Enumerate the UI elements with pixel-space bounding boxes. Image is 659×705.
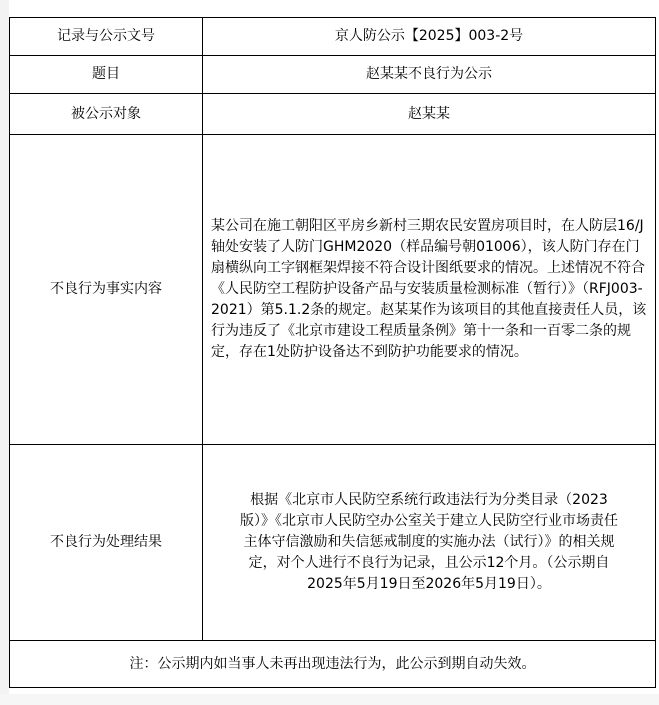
footer-note: 注：公示期内如当事人未再出现违法行为，此公示到期自动失效。 [10, 641, 656, 688]
document-number-value: 京人防公示【2025】003-2号 [203, 18, 656, 56]
title-value: 赵某某不良行为公示 [203, 56, 656, 94]
subject-label: 被公示对象 [10, 94, 203, 135]
table-row-result [10, 445, 656, 641]
facts-text: 某公司在施工朝阳区平房乡新村三期农民安置房项目时，在人防层16/J轴处安装了人防门GHM2020（样品编号朝01006），该人防门存在门扇横纵向工字钢框架焊接不符合设计图纸要求的情况。上述情况不符合《人民防空工程防护设备产品与安装质量检测标准（暂行）》（RFJ003-2021）第5.1.2条的规定。赵某某作为该项目的其他直接责任人员，该行为违反了《北京市建设工程质量条例》第十一条和一百零二条的规定，存在1处防护设备达不到防护功能要求的情况。 [211, 218, 647, 360]
subject-value: 赵某某 [203, 94, 656, 135]
document-number-label: 记录与公示文号 [10, 18, 203, 56]
table-row-subject [10, 94, 656, 135]
table-row-title [10, 56, 656, 94]
title-label: 题目 [10, 56, 203, 94]
page-left-margin [0, 0, 9, 705]
result-label: 不良行为处理结果 [10, 445, 203, 641]
facts-value [203, 135, 656, 445]
notice-table [9, 17, 656, 688]
facts-label: 不良行为事实内容 [10, 135, 203, 445]
result-value: 根据《北京市人民防空系统行政违法行为分类目录（2023版）》《北京市人民防空办公室关于建立人民防空行业市场责任主体守信激励和失信惩戒制度的实施办法（试行）》的相关规定，对个人进行不良行为记录，且公示12个月。（公示期自2025年5月19日至2026年5月19日）。 [203, 445, 656, 641]
table-row-document-number [10, 18, 656, 56]
page-bottom-margin [0, 694, 659, 705]
table-row-facts [10, 135, 656, 445]
table-row-footer-note [10, 641, 656, 688]
